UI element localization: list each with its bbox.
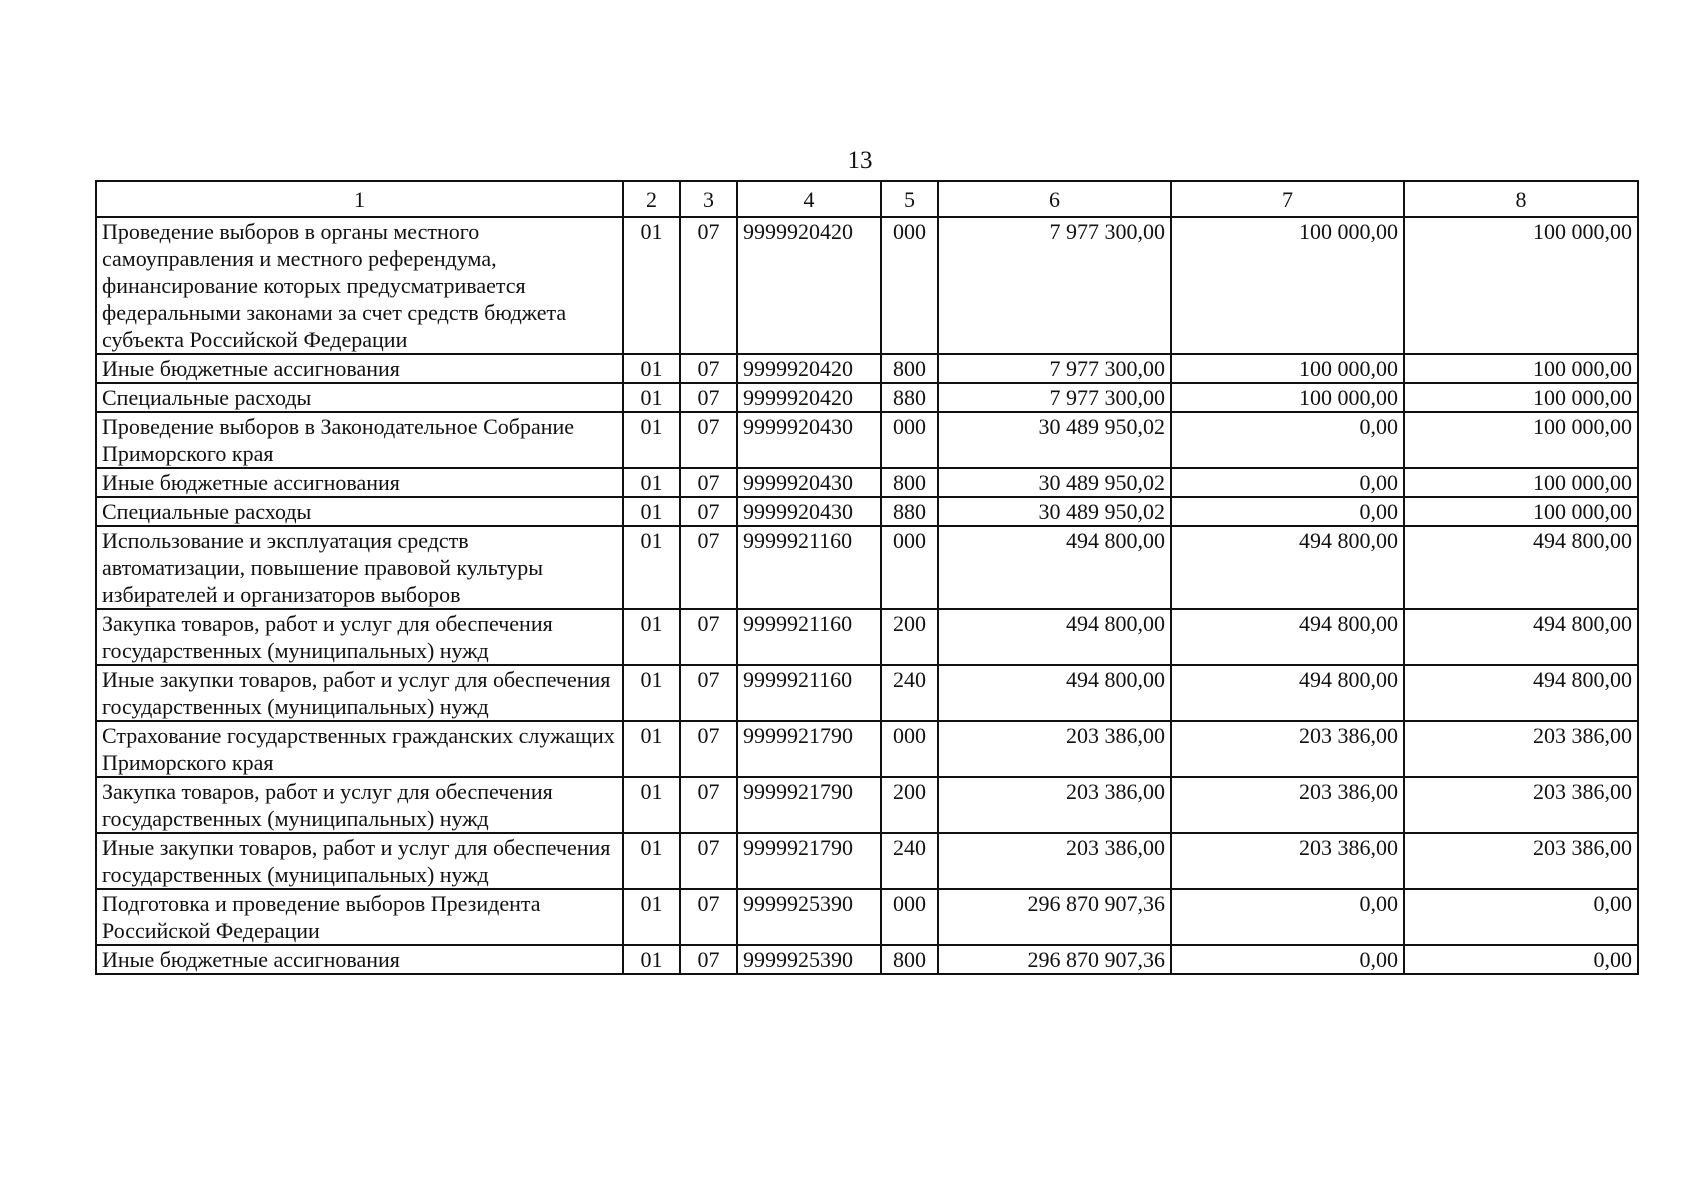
amount-col6-cell: 30 489 950,02 [938, 468, 1171, 497]
expense-name-cell: Специальные расходы [96, 383, 623, 412]
subsection-code-cell: 07 [680, 468, 737, 497]
subsection-code-cell: 07 [680, 665, 737, 721]
section-code-cell: 01 [623, 777, 680, 833]
amount-col7-cell: 0,00 [1171, 468, 1404, 497]
subsection-code-cell: 07 [680, 497, 737, 526]
amount-col7-cell: 494 800,00 [1171, 609, 1404, 665]
budget-table [95, 180, 1639, 975]
section-code-cell: 01 [623, 833, 680, 889]
subsection-code-cell: 07 [680, 721, 737, 777]
subsection-code-cell: 07 [680, 412, 737, 468]
expense-type-cell: 240 [881, 665, 938, 721]
expense-type-cell: 880 [881, 383, 938, 412]
column-header-7: 7 [1171, 181, 1404, 217]
expense-name-cell: Проведение выборов в Законодательное Собрание Приморского края [96, 412, 623, 468]
target-article-cell: 9999921790 [737, 777, 881, 833]
amount-col8-cell: 0,00 [1404, 945, 1638, 974]
amount-col6-cell: 494 800,00 [938, 526, 1171, 609]
expense-name-cell: Иные закупки товаров, работ и услуг для обеспечения государственных (муниципальных) нужд [96, 665, 623, 721]
amount-col8-cell: 494 800,00 [1404, 665, 1638, 721]
expense-name-cell: Иные бюджетные ассигнования [96, 468, 623, 497]
target-article-cell: 9999921160 [737, 609, 881, 665]
amount-col8-cell: 494 800,00 [1404, 526, 1638, 609]
target-article-cell: 9999925390 [737, 945, 881, 974]
section-code-cell: 01 [623, 526, 680, 609]
amount-col8-cell: 100 000,00 [1404, 497, 1638, 526]
column-header-4: 4 [737, 181, 881, 217]
amount-col7-cell: 0,00 [1171, 945, 1404, 974]
expense-type-cell: 240 [881, 833, 938, 889]
target-article-cell: 9999920430 [737, 468, 881, 497]
section-code-cell: 01 [623, 217, 680, 354]
amount-col6-cell: 203 386,00 [938, 721, 1171, 777]
amount-col8-cell: 100 000,00 [1404, 217, 1638, 354]
expense-name-cell: Иные бюджетные ассигнования [96, 354, 623, 383]
section-code-cell: 01 [623, 354, 680, 383]
target-article-cell: 9999921790 [737, 721, 881, 777]
expense-type-cell: 200 [881, 609, 938, 665]
amount-col7-cell: 494 800,00 [1171, 526, 1404, 609]
table-row [96, 721, 1638, 777]
target-article-cell: 9999920420 [737, 217, 881, 354]
table-row [96, 468, 1638, 497]
section-code-cell: 01 [623, 609, 680, 665]
amount-col6-cell: 7 977 300,00 [938, 383, 1171, 412]
subsection-code-cell: 07 [680, 889, 737, 945]
amount-col6-cell: 30 489 950,02 [938, 412, 1171, 468]
amount-col6-cell: 494 800,00 [938, 665, 1171, 721]
target-article-cell: 9999920420 [737, 354, 881, 383]
amount-col7-cell: 494 800,00 [1171, 665, 1404, 721]
column-header-3: 3 [680, 181, 737, 217]
expense-name-cell: Проведение выборов в органы местного самоуправления и местного референдума, финансирование которых предусматривается федеральными законами за счет средств бюджета субъекта Российской Федерации [96, 217, 623, 354]
expense-name-cell: Закупка товаров, работ и услуг для обеспечения государственных (муниципальных) нужд [96, 609, 623, 665]
expense-type-cell: 000 [881, 889, 938, 945]
expense-name-cell: Иные бюджетные ассигнования [96, 945, 623, 974]
amount-col7-cell: 0,00 [1171, 497, 1404, 526]
target-article-cell: 9999920420 [737, 383, 881, 412]
expense-name-cell: Иные закупки товаров, работ и услуг для обеспечения государственных (муниципальных) нужд [96, 833, 623, 889]
column-header-1: 1 [96, 181, 623, 217]
amount-col7-cell: 0,00 [1171, 889, 1404, 945]
amount-col8-cell: 203 386,00 [1404, 777, 1638, 833]
expense-name-cell: Использование и эксплуатация средств автоматизации, повышение правовой культуры избирателей и организаторов выборов [96, 526, 623, 609]
section-code-cell: 01 [623, 665, 680, 721]
table-row [96, 889, 1638, 945]
amount-col8-cell: 0,00 [1404, 889, 1638, 945]
section-code-cell: 01 [623, 468, 680, 497]
section-code-cell: 01 [623, 412, 680, 468]
target-article-cell: 9999920430 [737, 412, 881, 468]
amount-col6-cell: 30 489 950,02 [938, 497, 1171, 526]
amount-col8-cell: 100 000,00 [1404, 354, 1638, 383]
subsection-code-cell: 07 [680, 833, 737, 889]
amount-col8-cell: 100 000,00 [1404, 383, 1638, 412]
table-row [96, 665, 1638, 721]
expense-name-cell: Подготовка и проведение выборов Президента Российской Федерации [96, 889, 623, 945]
amount-col6-cell: 203 386,00 [938, 777, 1171, 833]
expense-type-cell: 000 [881, 526, 938, 609]
amount-col7-cell: 100 000,00 [1171, 383, 1404, 412]
amount-col7-cell: 203 386,00 [1171, 777, 1404, 833]
expense-type-cell: 000 [881, 217, 938, 354]
table-row [96, 383, 1638, 412]
section-code-cell: 01 [623, 497, 680, 526]
expense-name-cell: Закупка товаров, работ и услуг для обеспечения государственных (муниципальных) нужд [96, 777, 623, 833]
table-row [96, 497, 1638, 526]
amount-col8-cell: 100 000,00 [1404, 412, 1638, 468]
amount-col6-cell: 296 870 907,36 [938, 945, 1171, 974]
amount-col7-cell: 100 000,00 [1171, 217, 1404, 354]
amount-col7-cell: 203 386,00 [1171, 721, 1404, 777]
page-number: 13 [847, 147, 873, 174]
expense-type-cell: 000 [881, 412, 938, 468]
amount-col8-cell: 203 386,00 [1404, 721, 1638, 777]
subsection-code-cell: 07 [680, 354, 737, 383]
amount-col6-cell: 7 977 300,00 [938, 354, 1171, 383]
target-article-cell: 9999920430 [737, 497, 881, 526]
expense-type-cell: 800 [881, 354, 938, 383]
section-code-cell: 01 [623, 945, 680, 974]
expense-name-cell: Специальные расходы [96, 497, 623, 526]
amount-col8-cell: 203 386,00 [1404, 833, 1638, 889]
amount-col8-cell: 494 800,00 [1404, 609, 1638, 665]
target-article-cell: 9999925390 [737, 889, 881, 945]
target-article-cell: 9999921160 [737, 665, 881, 721]
target-article-cell: 9999921790 [737, 833, 881, 889]
expense-type-cell: 880 [881, 497, 938, 526]
amount-col6-cell: 7 977 300,00 [938, 217, 1171, 354]
amount-col7-cell: 0,00 [1171, 412, 1404, 468]
column-number-header-row [96, 181, 1638, 217]
subsection-code-cell: 07 [680, 526, 737, 609]
column-header-8: 8 [1404, 181, 1638, 217]
amount-col7-cell: 100 000,00 [1171, 354, 1404, 383]
expense-type-cell: 200 [881, 777, 938, 833]
table-row [96, 945, 1638, 974]
expense-type-cell: 800 [881, 945, 938, 974]
column-header-5: 5 [881, 181, 938, 217]
subsection-code-cell: 07 [680, 777, 737, 833]
column-header-2: 2 [623, 181, 680, 217]
amount-col7-cell: 203 386,00 [1171, 833, 1404, 889]
expense-type-cell: 800 [881, 468, 938, 497]
amount-col6-cell: 494 800,00 [938, 609, 1171, 665]
target-article-cell: 9999921160 [737, 526, 881, 609]
expense-name-cell: Страхование государственных гражданских служащих Приморского края [96, 721, 623, 777]
table-row [96, 777, 1638, 833]
section-code-cell: 01 [623, 383, 680, 412]
subsection-code-cell: 07 [680, 383, 737, 412]
column-header-6: 6 [938, 181, 1171, 217]
section-code-cell: 01 [623, 889, 680, 945]
subsection-code-cell: 07 [680, 217, 737, 354]
subsection-code-cell: 07 [680, 945, 737, 974]
amount-col6-cell: 296 870 907,36 [938, 889, 1171, 945]
table-row [96, 609, 1638, 665]
section-code-cell: 01 [623, 721, 680, 777]
amount-col6-cell: 203 386,00 [938, 833, 1171, 889]
table-row [96, 354, 1638, 383]
amount-col8-cell: 100 000,00 [1404, 468, 1638, 497]
table-row [96, 217, 1638, 354]
subsection-code-cell: 07 [680, 609, 737, 665]
table-row [96, 412, 1638, 468]
expense-type-cell: 000 [881, 721, 938, 777]
table-row [96, 833, 1638, 889]
table-row [96, 526, 1638, 609]
